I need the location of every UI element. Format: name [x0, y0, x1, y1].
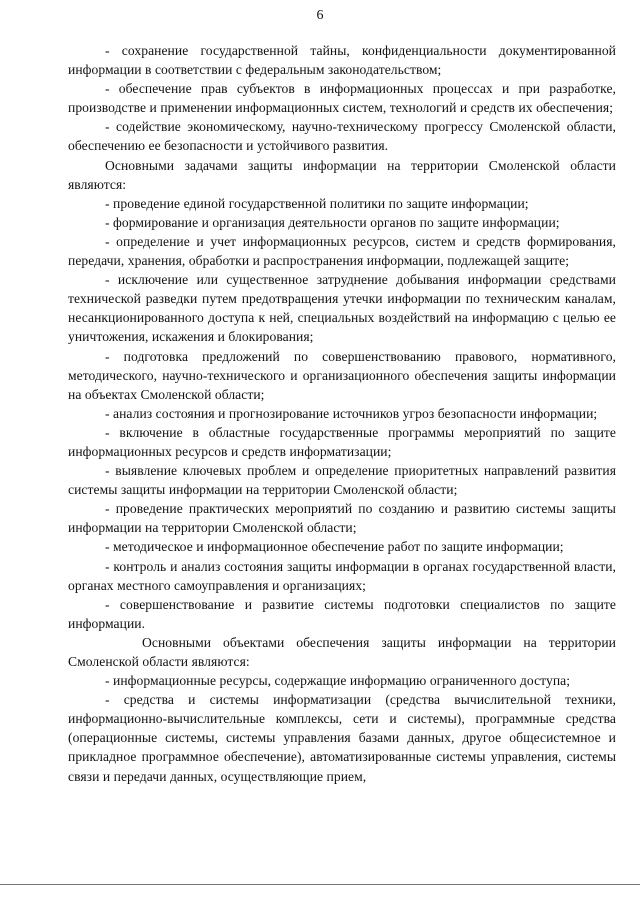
paragraph-bullet: - включение в областные государственные программы мероприятий по защите информационных ресурсов и средств информатизации;: [68, 424, 616, 459]
paragraph-bullet: - проведение практических мероприятий по созданию и развитию системы защиты информации на территории Смоленской области;: [68, 501, 616, 536]
paragraph-bullet: - анализ состояния и прогнозирование источников угроз безопасности информации;: [105, 405, 598, 421]
paragraph-bullet: - проведение единой государственной политики по защите информации;: [105, 195, 529, 211]
paragraph-bullet: - контроль и анализ состояния защиты информации в органах государственной власти, органах местного самоуправления и организациях;: [68, 558, 616, 593]
paragraph-bullet: - содействие экономическому, научно-техническому прогрессу Смоленской области, обеспечению ее безопасности и устойчивого развития.: [68, 119, 616, 154]
paragraph-bullet: - подготовка предложений по совершенствованию правового, нормативного, методического, научно-технического и организационного обеспечения защиты информации на объектах Смоленской области;: [68, 348, 616, 402]
paragraph-bullet: - совершенствование и развитие системы подготовки специалистов по защите информации.: [68, 596, 616, 631]
footer-divider: [0, 884, 640, 885]
paragraph-bullet: - сохранение государственной тайны, конфиденциальности документированной информации в соответствии с федеральным законодательством;: [68, 43, 616, 78]
paragraph-bullet: - методическое и информационное обеспечение работ по защите информации;: [105, 539, 564, 555]
paragraph-bullet: - формирование и организация деятельности органов по защите информации;: [105, 214, 560, 230]
paragraph-bullet: - средства и системы информатизации (средства вычислительной техники, информационно-вычислительные комплексы, сети и системы), программные средства (операционные системы, системы управления базами данных, другое общесистемное и прикладное программное обеспечение), автоматизированные системы управления, системы связи и передачи данных, осуществляющие прием,: [68, 692, 616, 784]
paragraph-bullet: - обеспечение прав субъектов в информационных процессах и при разработке, производстве и применении информационных систем, технологий и средств их обеспечения;: [68, 81, 616, 116]
page-number: 6: [316, 8, 324, 23]
document-body: [68, 41, 616, 786]
paragraph-bullet: - информационные ресурсы, содержащие информацию ограниченного доступа;: [105, 673, 571, 689]
paragraph-bullet: - определение и учет информационных ресурсов, систем и средств формирования, передачи, хранения, обработки и распространения информации, подлежащей защите;: [68, 233, 616, 269]
paragraph-heading: Основными задачами защиты информации на территории Смоленской области являются:: [68, 157, 616, 192]
paragraph-bullet: - выявление ключевых проблем и определение приоритетных направлений развития системы защиты информации на территории Смоленской области;: [68, 463, 616, 498]
paragraph-bullet: - исключение или существенное затруднение добывания информации средствами технической разведки путем предотвращения утечки информации по техническим каналам, несанкционированного доступа к ней, специальных воздействий на информацию с целью ее уничтожения, искажения и блокирования;: [68, 272, 616, 345]
paragraph-heading: Основными объектами обеспечения защиты информации на территории Смоленской области являются:: [68, 634, 616, 669]
